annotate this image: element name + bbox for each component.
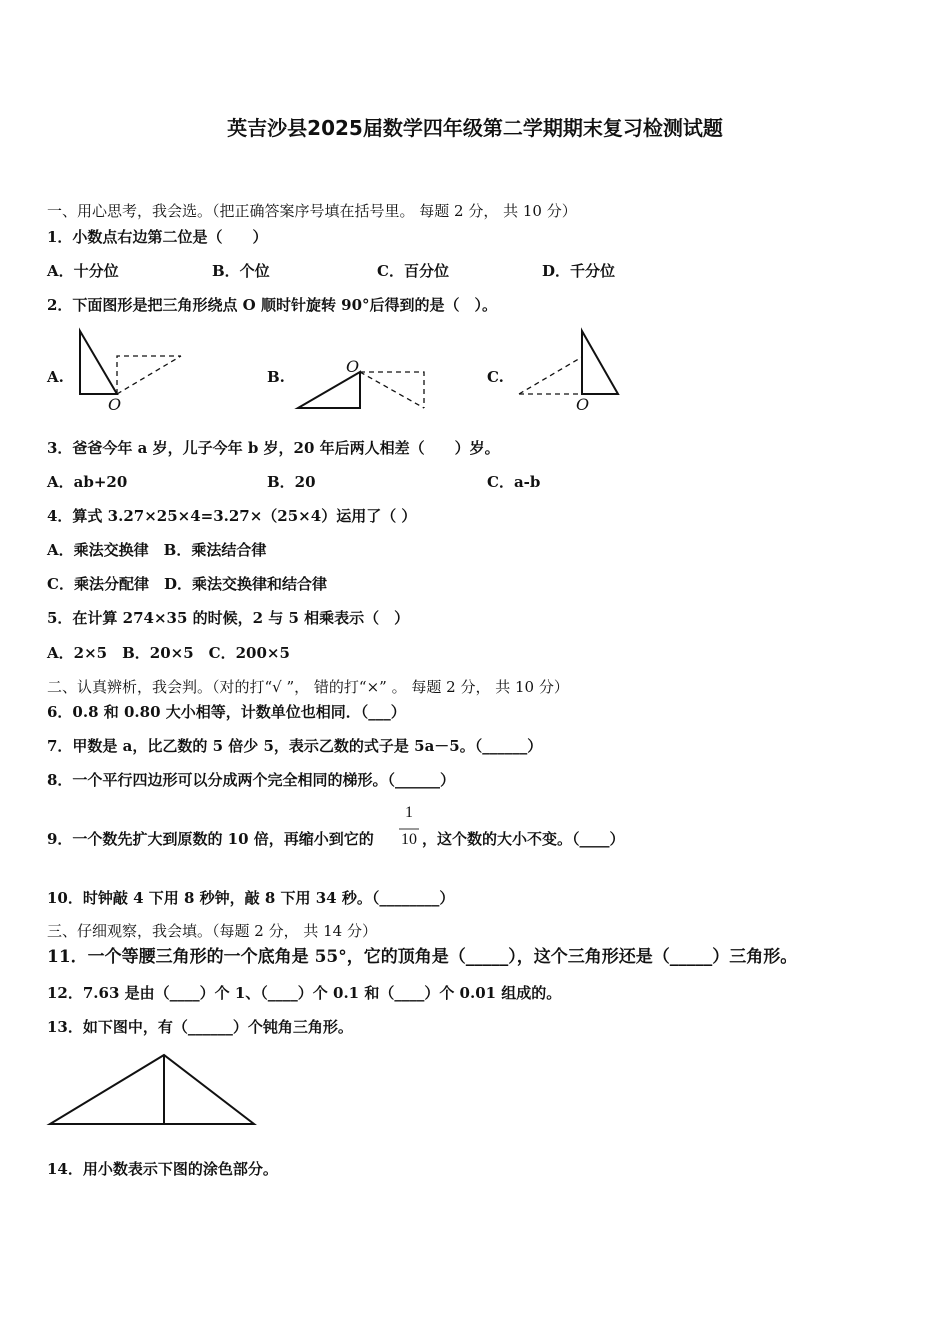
q2-figure-a-point-o: O	[108, 395, 122, 414]
page-title: 英吉沙县2025届数学四年级第二学期期末复习检测试题	[227, 116, 723, 140]
question-1: 1．小数点右边第二位是（ ）	[47, 228, 268, 246]
q2-figure-b	[298, 372, 424, 408]
question-7: 7．甲数是 a，比乙数的 5 倍少 5，表示乙数的式子是 5a－5。（______）	[47, 737, 543, 755]
q2-figure-b-point-o: O	[346, 357, 360, 376]
q3-option-c: C．a-b	[487, 473, 541, 491]
question-12: 12．7.63 是由（____）个 1、（____）个 0.1 和（____）个 0.01 组成的。	[47, 984, 562, 1002]
q1-option-a: A．十分位	[47, 262, 119, 280]
question-2: 2．下面图形是把三角形绕点 O 顺时针旋转 90°后得到的是（ ）。	[47, 296, 498, 314]
q3-option-b: B．20	[267, 473, 316, 491]
q9-fraction-numerator: 1	[405, 804, 413, 821]
question-13: 13．如下图中，有（______）个钝角三角形。	[47, 1018, 353, 1036]
section-2-heading: 二、认真辨析，我会判。（对的打“√ ”， 错的打“×” 。 每题 2 分， 共 10 分）	[47, 678, 569, 696]
q1-option-b: B．个位	[212, 262, 270, 280]
q1-option-d: D．千分位	[542, 262, 616, 280]
question-9-suffix: ，这个数的大小不变。（____）	[422, 830, 625, 848]
question-6: 6．0.8 和 0.80 大小相等，计数单位也相同．（___）	[47, 703, 406, 721]
q5-options: A．2×5 B．20×5 C．200×5	[47, 644, 290, 662]
question-4: 4．算式 3.27×25×4=3.27×（25×4）运用了（ ）	[47, 507, 417, 525]
question-11: 11．一个等腰三角形的一个底角是 55°，它的顶角是（_____），这个三角形还是（_____）三角形。	[47, 947, 798, 967]
question-10: 10．时钟敲 4 下用 8 秒钟，敲 8 下用 34 秒。（________）	[47, 889, 455, 907]
q4-options-cd: C．乘法分配律 D．乘法交换律和结合律	[47, 575, 327, 593]
q13-triangle-figure	[50, 1055, 254, 1124]
q2-figure-c-point-o: O	[576, 395, 590, 414]
q2-option-c-label: C.	[487, 368, 504, 386]
q1-option-c: C．百分位	[377, 262, 449, 280]
q4-options-ab: A．乘法交换律 B．乘法结合律	[47, 541, 267, 559]
q2-option-b-label: B.	[267, 368, 285, 386]
question-14: 14．用小数表示下图的涂色部分。	[47, 1160, 278, 1178]
question-5: 5．在计算 274×35 的时候，2 与 5 相乘表示（ ）	[47, 609, 410, 627]
question-9-prefix: 9．一个数先扩大到原数的 10 倍，再缩小到它的	[47, 830, 374, 848]
question-8: 8．一个平行四边形可以分成两个完全相同的梯形。（______）	[47, 771, 455, 789]
section-3-heading: 三、仔细观察，我会填。（每题 2 分， 共 14 分）	[47, 922, 377, 940]
question-3: 3．爸爸今年 a 岁，儿子今年 b 岁，20 年后两人相差（ ）岁。	[47, 439, 500, 457]
q3-option-a: A．ab+20	[47, 473, 128, 491]
q9-fraction-denominator: 10	[401, 831, 417, 848]
q2-option-a-label: A.	[47, 368, 64, 386]
section-1-heading: 一、用心思考，我会选。（把正确答案序号填在括号里。 每题 2 分， 共 10 分）	[47, 202, 577, 220]
q2-figure-c	[519, 331, 618, 394]
q2-figure-a	[80, 331, 181, 394]
